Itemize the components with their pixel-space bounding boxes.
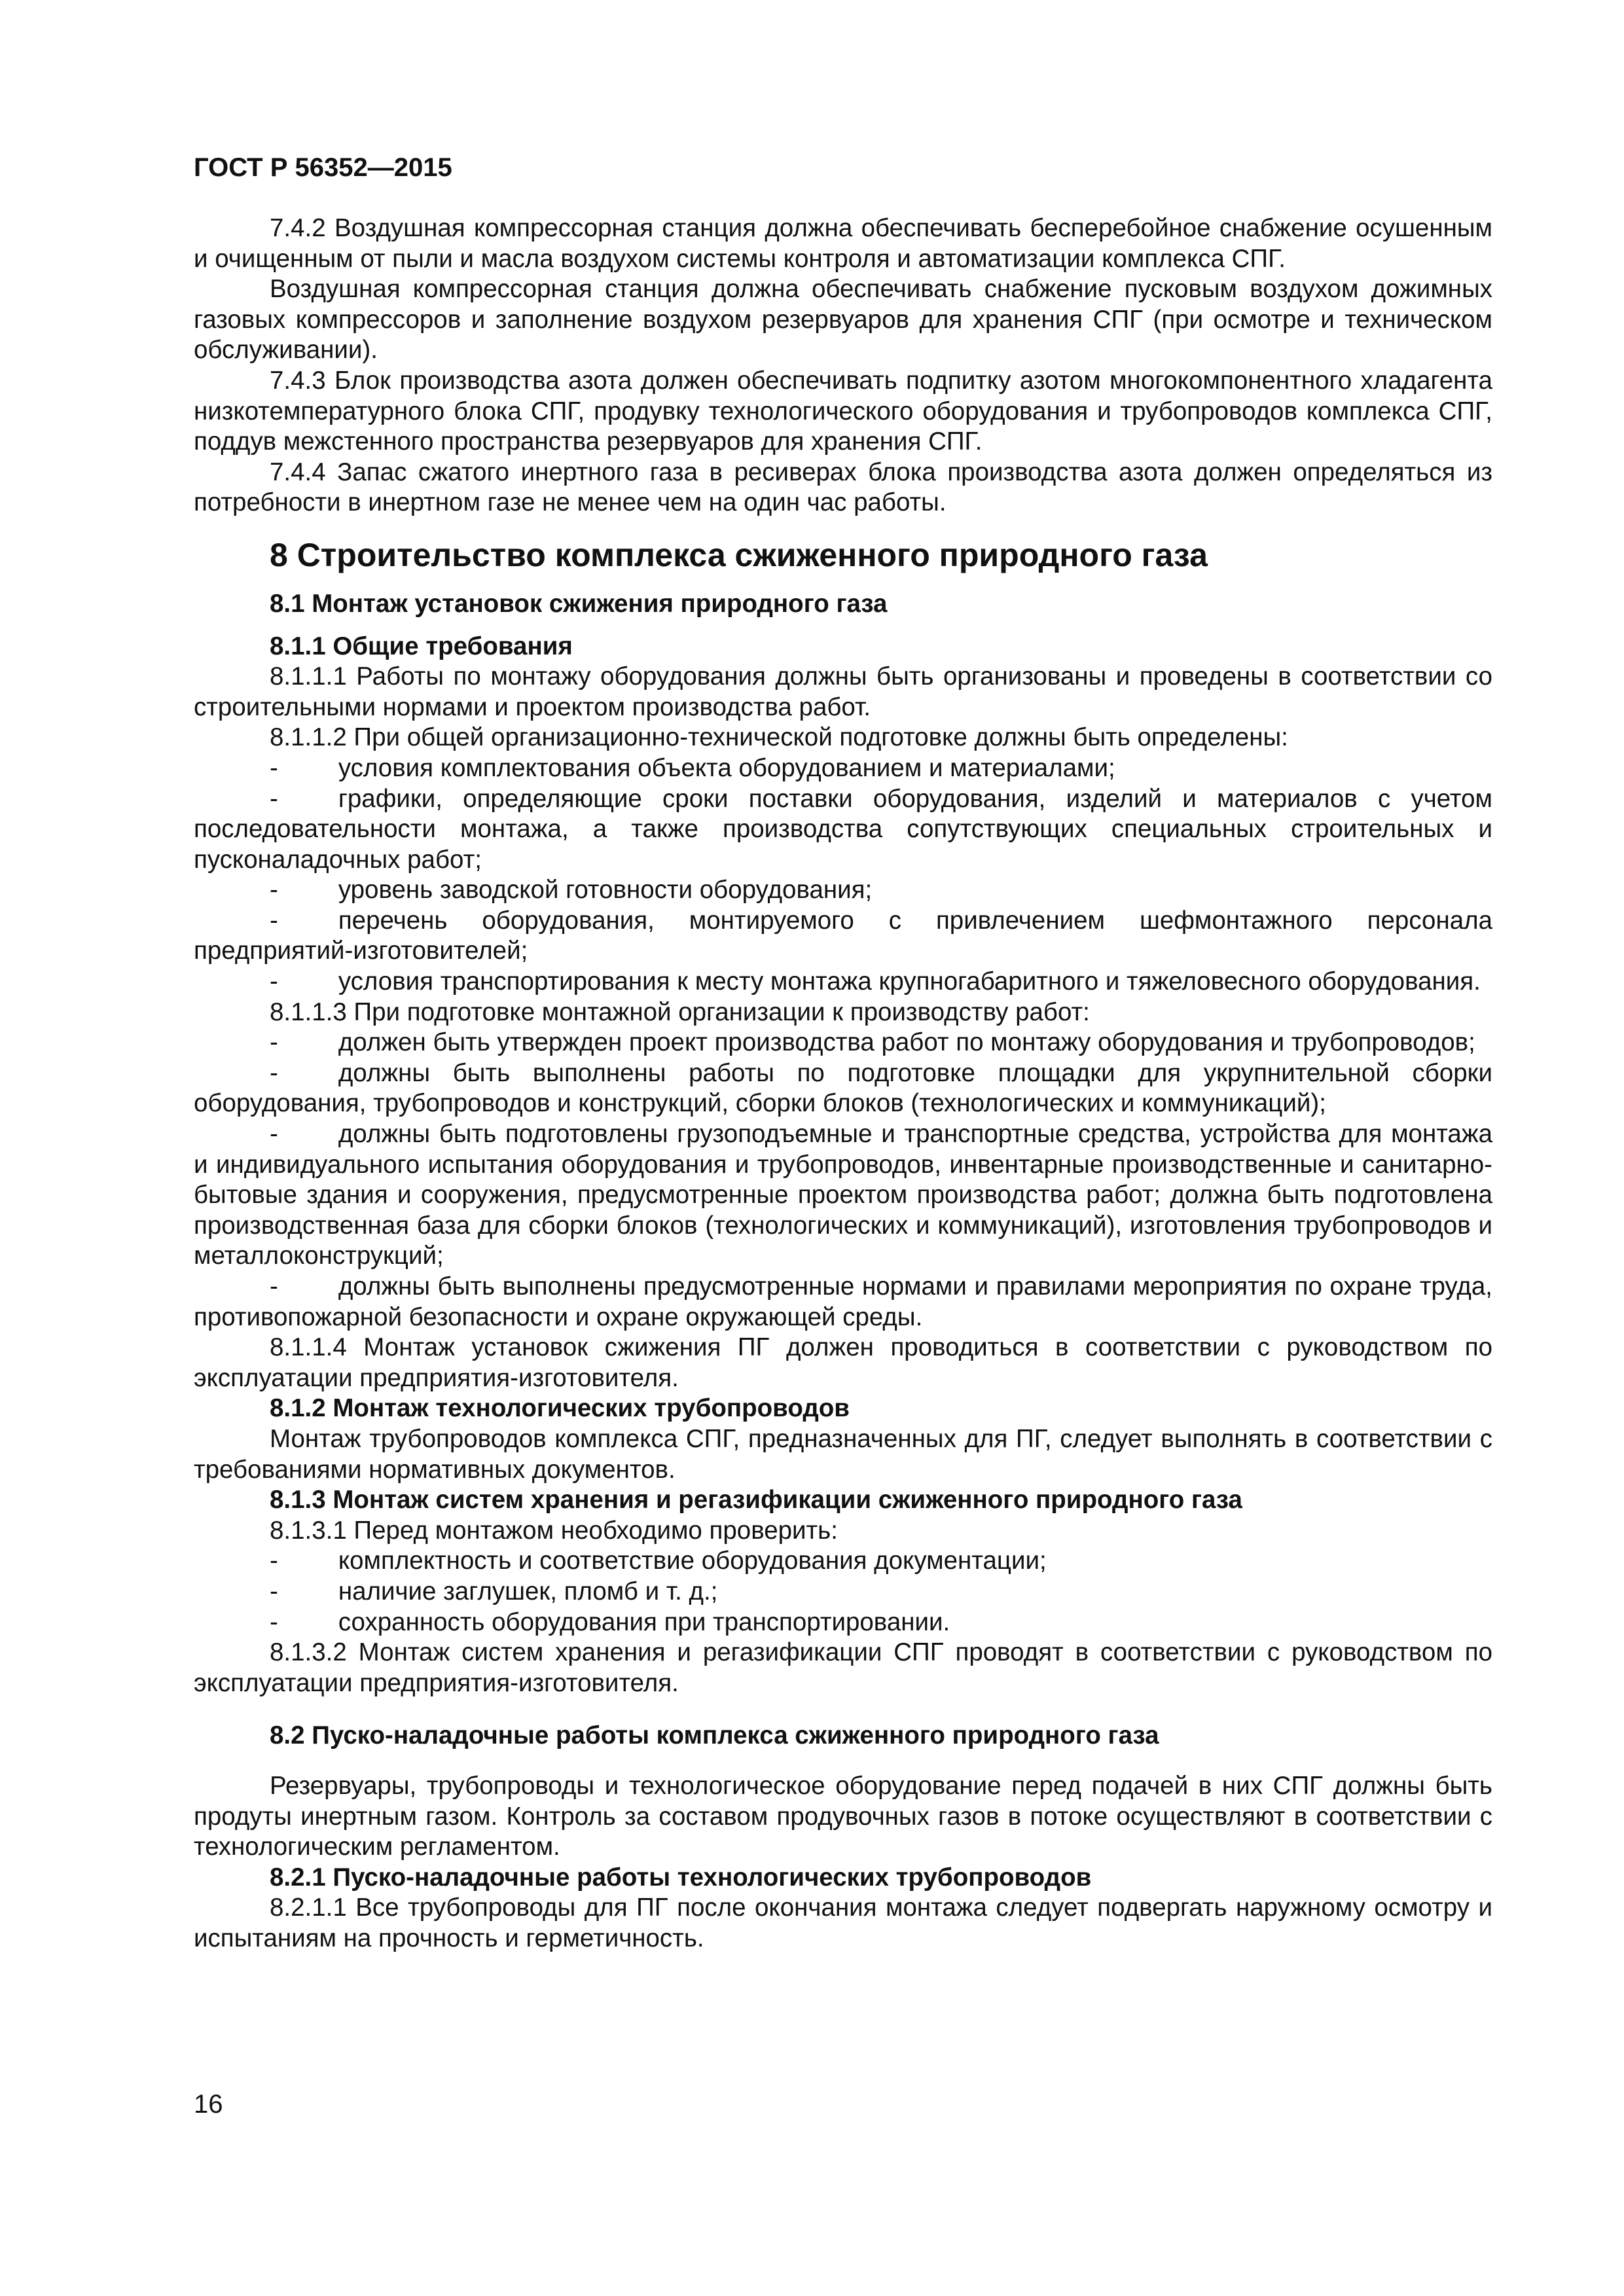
paragraph: 8.1.1.1 Работы по монтажу оборудования должны быть организованы и проведены в соответствии со строительными нормами и проектом производства работ. — [194, 662, 1492, 721]
paragraph: 7.4.2 Воздушная компрессорная станция должна обеспечивать бесперебойное снабжение осушенным и очищенным от пыли и масла воздухом системы контроля и автоматизации комплекса СПГ. — [194, 214, 1492, 273]
list-item-text: графики, определяющие сроки поставки оборудования, изделий и материалов с учетом последовательности монтажа, а также производства сопутствующих специальных строительных и пусконаладочных работ; — [194, 784, 1492, 874]
list-item — [194, 906, 1492, 967]
list-dash: - — [270, 1120, 278, 1149]
list-item-text: должны быть выполнены предусмотренные нормами и правилами мероприятия по охране труда, противопожарной безопасности и охране окружающей среды. — [194, 1272, 1492, 1331]
paragraph: 8.1.1.4 Монтаж установок сжижения ПГ должен проводиться в соответствии с руководством по эксплуатации предприятия-изготовителя. — [194, 1333, 1492, 1392]
paragraph: 8.2.1.1 Все трубопроводы для ПГ после окончания монтажа следует подвергать наружному осмотру и испытаниям на прочность и герметичность. — [194, 1893, 1492, 1952]
list-item — [194, 1058, 1492, 1119]
list-item — [194, 1577, 1492, 1607]
list-dash: - — [270, 1028, 278, 1057]
clause-heading: 8.1.2 Монтаж технологических трубопроводов — [270, 1394, 850, 1423]
list-dash: - — [270, 1577, 278, 1605]
list-item-text: должен быть утвержден проект производства работ по монтажу оборудования и трубопроводов; — [338, 1028, 1475, 1057]
list-item — [194, 1607, 1492, 1638]
page-number: 16 — [194, 2090, 223, 2119]
subsection-heading: 8.2 Пуско-наладочные работы комплекса сжиженного природного газа — [270, 1721, 1159, 1750]
list-item — [194, 967, 1492, 997]
clause-heading: 8.1.1 Общие требования — [270, 632, 573, 660]
list-item — [194, 1119, 1492, 1272]
list-item-text: должны быть подготовлены грузоподъемные и транспортные средства, устройства для монтажа и индивидуального испытания оборудования и трубопроводов, инвентарные производственные и санитарно-бытовые здания и сооружения, предусмотренные проектом производства работ; должна быть подготовлена производственная база для сборки блоков (технологических и коммуникаций), изготовления трубопроводов и металлоконструкций; — [194, 1120, 1492, 1270]
list-item — [194, 784, 1492, 876]
list-dash: - — [270, 876, 278, 905]
list-item — [194, 875, 1492, 906]
paragraph: Воздушная компрессорная станция должна обеспечивать снабжение пусковым воздухом дожимных газовых компрессоров и заполнение воздухом резервуаров для хранения СПГ (при осмотре и техническом обслуживании). — [194, 275, 1492, 365]
list-item-text: наличие заглушек, пломб и т. д.; — [338, 1577, 718, 1605]
document-page — [194, 152, 1492, 1954]
document-header: ГОСТ Р 56352—2015 — [194, 153, 452, 182]
paragraph: 8.1.3.1 Перед монтажом необходимо проверить: — [270, 1516, 838, 1545]
list-item — [194, 1272, 1492, 1333]
list-dash: - — [270, 1547, 278, 1575]
list-dash: - — [270, 967, 278, 996]
list-item-text: комплектность и соответствие оборудования документации; — [338, 1547, 1047, 1575]
paragraph: 7.4.3 Блок производства азота должен обеспечивать подпитку азотом многокомпонентного хладагента низкотемпературного блока СПГ, продувку технологического оборудования и трубопроводов комплекса СПГ, поддув межстенного пространства резервуаров для хранения СПГ. — [194, 366, 1492, 456]
list-dash: - — [270, 1607, 278, 1636]
list-item — [194, 1546, 1492, 1577]
paragraph: 8.1.1.2 При общей организационно-технической подготовке должны быть определены: — [270, 723, 1288, 752]
paragraph: 7.4.4 Запас сжатого инертного газа в ресиверах блока производства азота должен определяться из потребности в инертном газе не менее чем на один час работы. — [194, 457, 1492, 517]
paragraph: Резервуары, трубопроводы и технологическое оборудование перед подачей в них СПГ должны быть продуты инертным газом. Контроль за составом продувочных газов в потоке осуществляют в соответствии с технологическим регламентом. — [194, 1771, 1492, 1861]
list-item-text: сохранность оборудования при транспортировании. — [338, 1607, 950, 1636]
paragraph: Монтаж трубопроводов комплекса СПГ, предназначенных для ПГ, следует выполнять в соответствии с требованиями нормативных документов. — [194, 1424, 1492, 1484]
clause-heading: 8.2.1 Пуско-наладочные работы технологических трубопроводов — [270, 1863, 1092, 1892]
list-dash: - — [270, 1272, 278, 1300]
list-item-text: условия комплектования объекта оборудованием и материалами; — [338, 753, 1115, 782]
paragraph: 8.1.1.3 При подготовке монтажной организации к производству работ: — [270, 997, 1090, 1026]
list-item-text: уровень заводской готовности оборудования; — [338, 876, 873, 905]
paragraph: 8.1.3.2 Монтаж систем хранения и регазификации СПГ проводят в соответствии с руководством по эксплуатации предприятия-изготовителя. — [194, 1638, 1492, 1697]
list-item-text: должны быть выполнены работы по подготовке площадки для укрупнительной сборки оборудования, трубопроводов и конструкций, сборки блоков (технологических и коммуникаций); — [194, 1058, 1492, 1118]
section-heading: 8 Строительство комплекса сжиженного природного газа — [270, 536, 1208, 573]
clause-heading: 8.1.3 Монтаж систем хранения и регазификации сжиженного природного газа — [270, 1486, 1242, 1515]
list-dash: - — [270, 753, 278, 782]
document-body — [194, 213, 1492, 1954]
list-dash: - — [270, 906, 278, 935]
list-item — [194, 753, 1492, 784]
list-dash: - — [270, 1058, 278, 1087]
list-item-text: перечень оборудования, монтируемого с привлечением шефмонтажного персонала предприятий-изготовителей; — [194, 906, 1492, 965]
list-dash: - — [270, 784, 278, 813]
subsection-heading: 8.1 Монтаж установок сжижения природного газа — [270, 589, 888, 618]
list-item-text: условия транспортирования к месту монтажа крупногабаритного и тяжеловесного оборудования. — [338, 967, 1481, 996]
list-item — [194, 1028, 1492, 1058]
